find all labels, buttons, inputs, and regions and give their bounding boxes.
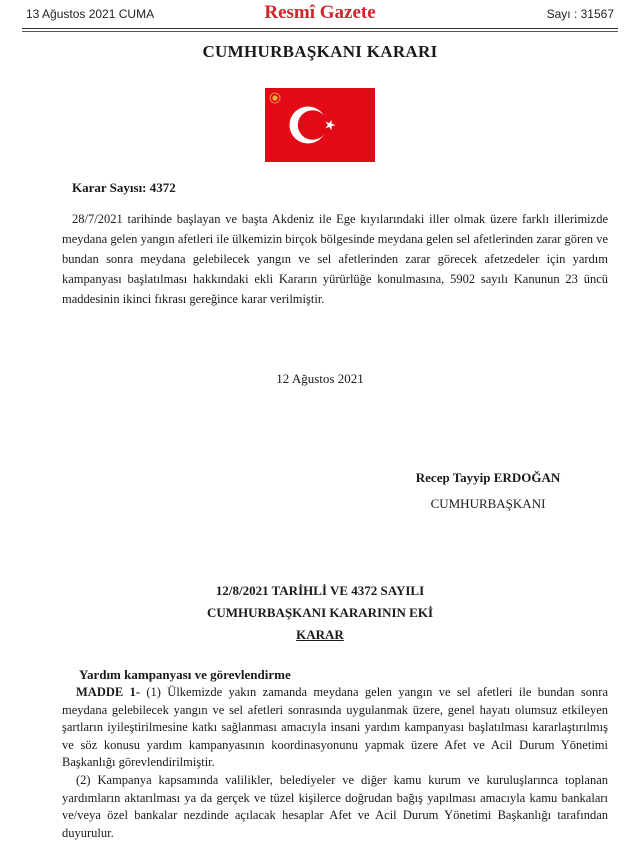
- signatory-name: [378, 470, 598, 486]
- article-label: MADDE 1-: [76, 685, 140, 699]
- annex-heading-karar: [0, 627, 640, 643]
- issue-date: 13 Ağustos 2021 CUMA: [26, 7, 155, 21]
- header-rule: [22, 28, 618, 29]
- annex-heading-title: CUMHURBAŞKANI KARARININ EKİ: [206, 605, 434, 620]
- section-title: Yardım kampanyası ve görevlendirme: [79, 667, 291, 682]
- annex-karar-label: KARAR: [296, 627, 344, 642]
- gazette-header: [0, 0, 640, 30]
- annex-heading-date: 12/8/2021 TARİHLİ VE 4372 SAYILI: [215, 583, 425, 598]
- signatory-first-names: Recep Tayyip: [415, 470, 494, 485]
- article-1-text: (1) Ülkemizde yakın zamanda meydana gelen yangın ve sel afetleri ile bundan sonra meydana gelebilecek yangın ve sel afetleri sonrasında uygulanmak üzere, genel hayatı olumsuz etkileyen şartların iyileştirilmesine katkı sağlanması amacıyla insani yardım kampanyası başlatılması kararlaştırılmış ve söz konusu yardım kampanyasının koordinasyonunu yapmak üzere Afet ve Acil Durum Yönetimi Başkanlığı görevlendirilmiştir.: [62, 685, 608, 770]
- issue-number: Sayı : 31567: [546, 7, 614, 21]
- document-title: CUMHURBAŞKANI KARARI: [202, 42, 438, 61]
- gazette-title: Resmî Gazete: [264, 2, 376, 23]
- signatory-surname: ERDOĞAN: [493, 470, 561, 485]
- decision-date: 12 Ağustos 2021: [276, 371, 364, 386]
- article-1-paragraph-1: [62, 684, 608, 772]
- signatory-title: CUMHURBAŞKANI: [430, 496, 546, 511]
- intro-paragraph: 28/7/2021 tarihinde başlayan ve başta Akdeniz ile Ege kıyılarındaki iller olmak üzere farklı illerimizde meydana gelen yangın afetleri ile ülkemizin birçok bölgesinde meydana gelen sel afetlerinden zarar gören ve bundan sonra meydana gelebilecek yangın ve sel afetlerinden zarar görecek afetzedeler için yardım kampanyası başlatılması hakkındaki ekli Kararın yürürlüğe konulmasına, 5902 sayılı Kanunun 23 üncü maddesinin ikinci fıkrası gereğince karar verilmiştir.: [62, 212, 608, 306]
- header-rule-thin: [22, 31, 618, 32]
- turkish-flag-icon: [265, 88, 375, 162]
- article-1-paragraph-2: [62, 772, 608, 842]
- article-2-text: (2) Kampanya kapsamında valilikler, belediyeler ve diğer kamu kurum ve kuruluşlarınca toplanan yardımların aktarılması ya da gerçek ve tüzel kişilerce doğrudan bağış yapılması amacıyla kamu bankaları ve/veya özel bankalar nezdinde açılacak hesaplar Afet ve Acil Durum Yönetimi Başkanlığı tarafından duyurulur.: [62, 773, 608, 840]
- decision-number: Karar Sayısı: 4372: [72, 180, 176, 195]
